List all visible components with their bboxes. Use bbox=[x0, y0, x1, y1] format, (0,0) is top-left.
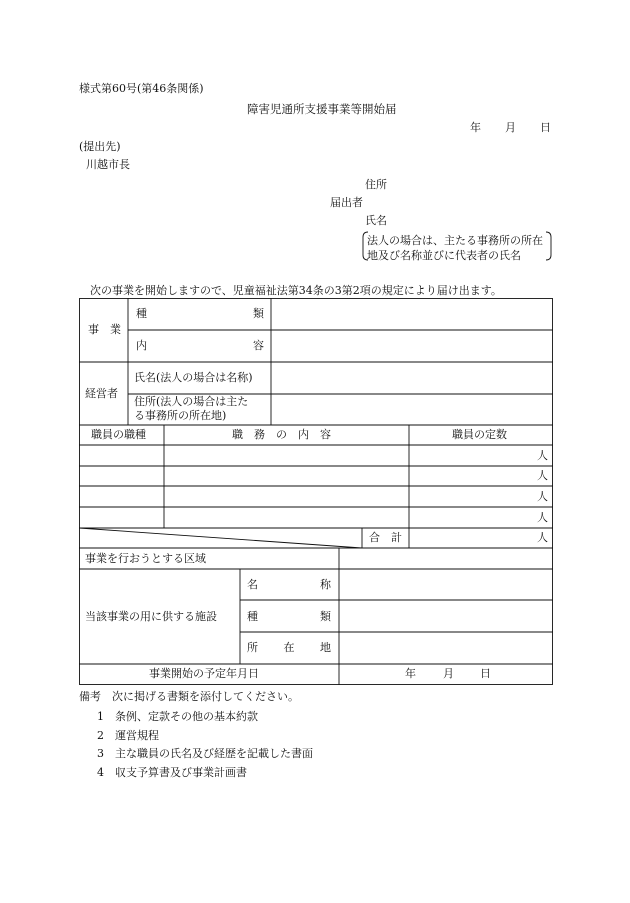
start-date-year: 年 bbox=[405, 667, 416, 680]
applicant-address-label: 住所 bbox=[365, 178, 387, 191]
business-content-label bbox=[136, 339, 264, 353]
business-content-label-a: 内 bbox=[136, 339, 147, 352]
business-type-input[interactable] bbox=[272, 299, 552, 329]
page-title: 障害児通所支援事業等開始届 bbox=[247, 102, 397, 116]
operator-name-input[interactable] bbox=[272, 363, 552, 393]
facility-type-label-a: 種 bbox=[247, 610, 258, 623]
applicant-label: 届出者 bbox=[330, 196, 363, 209]
business-type-label bbox=[136, 307, 264, 321]
applicant-note bbox=[362, 231, 552, 261]
facility-name-label bbox=[247, 578, 331, 592]
business-label: 事 業 bbox=[88, 323, 121, 336]
applicant-note-line1: 法人の場合は、主たる事務所の所在 bbox=[367, 234, 543, 247]
remarks-item-3: 3 主な職員の氏名及び経歴を記載した書面 bbox=[97, 747, 313, 760]
facility-location-label-c: 地 bbox=[320, 641, 331, 654]
staff-row-4-unit: 人 bbox=[537, 511, 548, 524]
operator-address-line2: る事務所の所在地) bbox=[134, 409, 227, 422]
facility-type-input[interactable] bbox=[340, 601, 552, 631]
remarks-heading: 備考 次に掲げる書類を添付してください。 bbox=[79, 690, 299, 703]
date-day: 日 bbox=[540, 121, 551, 134]
staff-row-3-unit: 人 bbox=[537, 490, 548, 503]
date-month: 月 bbox=[505, 121, 516, 134]
facility-name-input[interactable] bbox=[340, 570, 552, 599]
operator-address-line1: 住所(法人の場合は主た bbox=[134, 395, 249, 408]
facility-name-label-b: 称 bbox=[320, 578, 331, 591]
facility-name-label-a: 名 bbox=[247, 578, 258, 591]
facility-label: 当該事業の用に供する施設 bbox=[85, 610, 217, 623]
application-form-table bbox=[79, 298, 553, 685]
operator-label: 経営者 bbox=[85, 387, 118, 400]
staff-total-label: 合 計 bbox=[369, 531, 402, 544]
staff-count-header: 職員の定数 bbox=[452, 428, 507, 441]
business-type-label-a: 種 bbox=[136, 307, 147, 320]
facility-type-label bbox=[247, 610, 331, 624]
operator-name-label: 氏名(法人の場合は名称) bbox=[134, 371, 253, 384]
remarks-item-2: 2 運営規程 bbox=[97, 729, 159, 742]
business-type-label-b: 類 bbox=[253, 307, 264, 320]
staff-duty-header: 職 務 の 内 容 bbox=[232, 428, 331, 441]
staff-type-header: 職員の職種 bbox=[91, 428, 146, 441]
applicant-name-label: 氏名 bbox=[365, 214, 387, 227]
staff-total-unit: 人 bbox=[537, 531, 548, 544]
facility-location-label bbox=[247, 641, 331, 655]
remarks-item-4: 4 収支予算書及び事業計画書 bbox=[97, 766, 247, 779]
start-date-label: 事業開始の予定年月日 bbox=[149, 667, 259, 680]
area-label: 事業を行おうとする区域 bbox=[85, 552, 206, 565]
staff-row-1-unit: 人 bbox=[537, 449, 548, 462]
remarks-item-1: 1 条例、定款その他の基本約款 bbox=[97, 710, 258, 723]
operator-address-input[interactable] bbox=[272, 395, 552, 424]
business-content-label-b: 容 bbox=[253, 339, 264, 352]
start-date-month: 月 bbox=[443, 667, 454, 680]
business-content-input[interactable] bbox=[272, 331, 552, 361]
form-number: 様式第60号(第46条関係) bbox=[79, 82, 204, 95]
intro-text: 次の事業を開始しますので、児童福祉法第34条の3第2項の規定により届け出ます。 bbox=[90, 284, 502, 297]
facility-location-input[interactable] bbox=[340, 633, 552, 663]
facility-type-label-b: 類 bbox=[320, 610, 331, 623]
recipient-label: (提出先) bbox=[79, 140, 121, 153]
staff-row-2-unit: 人 bbox=[537, 469, 548, 482]
area-input[interactable] bbox=[340, 549, 552, 568]
facility-location-label-a: 所 bbox=[247, 641, 258, 654]
applicant-note-line2: 地及び名称並びに代表者の氏名 bbox=[367, 249, 521, 262]
date-year: 年 bbox=[470, 121, 481, 134]
recipient-name: 川越市長 bbox=[86, 158, 130, 171]
start-date-day: 日 bbox=[480, 667, 491, 680]
facility-location-label-b: 在 bbox=[283, 641, 295, 654]
